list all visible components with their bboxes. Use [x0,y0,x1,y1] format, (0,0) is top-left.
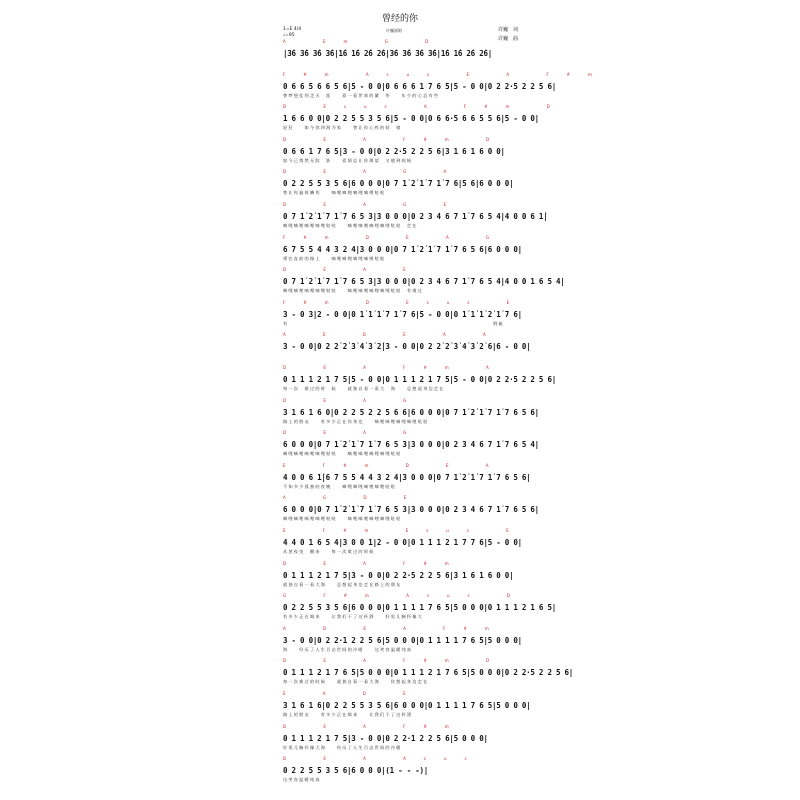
notation-notes: 6 7 5 5 4 4 3 2 4|3 0 0 0|0 7 1̇ 2̇ 1̇ 7 1̇ 7 6 5 6|6 0 0 0| [283,244,522,254]
score-line [283,267,565,294]
notation-notes: 3 - 0 3|2 - 0 0|0 1̇ 1̇ 1̇ 7 1̇ 7 6|5 - 0 0|0 1̇ 1̇ 1̇ 2̇ 1̇ 7 6| [283,309,522,319]
chord-symbols: D E A F#m D [283,658,508,664]
lyric-line: 有多少正在喝来 让我们干了这杯酒 好男儿胸怀像大 [283,614,424,620]
notation-notes: 0 2 2 5 5 3 5 6|6 0 0 0|0 7 1̇ 2̇ 1̇ 7 1̇ 7 6|5 6|6 0 0 0| [283,179,514,189]
chord-symbols: D E A F#m A [283,365,507,370]
lyric-line: 勇往直前的路上 嘀哩嘀哩嘀哩嘀哩哒哒 [283,255,386,261]
notation-notes: |3̇6 3̇6 3̇6 3̇6|1̇6 1̇6 2̇6 2̇6|3̇6 3̇6 3̇6 3̇6|1̇6 1̇6 2̇6 2̇6| [283,49,493,58]
lyric-line: 不知多少孤独的夜晚 嘀哩嘀哩嘀哩嘀哩哒哒 [283,483,397,489]
notation-notes: 0 7 1̇ 2̇ 1̇ 7 1̇ 7 6 5 3|3 0 0 0|0 2 3 4 6 7 1̇ 7 6 5 4|4 0 0 6 1̇| [283,212,548,221]
notation-notes: 0 1 1 1 2 1 7 5|3 - 0 0|0 2 2·5 2 2 5 6|3 1 6 1 6 0 0| [283,570,514,580]
lyric-line: 有 瑕疵 [283,320,504,326]
score-line [283,430,539,457]
lyric-line: 嘀哩嘀哩嘀哩嘀哩哒哒 嘀哩嘀哩嘀哩嘀哩哒哒 [283,451,402,457]
notation-notes: 6 0 0 0|0 7 1̇ 2̇ 1̇ 7 1̇ 7 6 5 3|3 0 0 0|0 2 3 4 6 7 1̇ 7 6 5 6| [283,505,539,515]
lyric-line: 就独自看一看大海 总想起身边走在路上的朋友 [283,581,402,587]
score-line [283,562,519,588]
lyric-line: 这笑容温暖纯真 [283,777,321,783]
score-sheet [276,0,610,800]
notation-notes: 0 7 1̇ 2̇ 1̇ 7 1̇ 7 6 5 3|3 0 0 0|0 2 3 4 6 7 1̇ 7 6 5 4|4 0 0 1 6 5 4| [283,277,565,287]
chord-symbols: D E A G E [283,202,465,207]
chord-symbols: G F#m Asus D [283,593,528,599]
composer: 许巍 曲 [497,36,518,42]
score-line [283,625,522,653]
notation-notes: 4 0 0 6 1̇|6 7 5 5 4 4 3 2 4|3 0 0 0|0 7 1̇ 2̇ 1̇ 7 1̇ 7 6 5 6| [283,472,531,482]
notation-notes: 0 1 1 1 2 1 7 6 5|5 0 0 0|0 1 1 1 2 1 7 6 5|5 0 0 0|0 2 2·5 2 2 5 6| [283,668,574,678]
score-line [283,397,539,425]
chord-symbols: D E A E [283,267,424,273]
chord-symbols: E A D E [283,691,424,696]
score-line [283,234,522,262]
chord-symbols: E F#m Esus E [283,528,527,533]
score-line [283,299,528,327]
notation-notes: 3 1 6 1 6|0 2 2 5 5 3 5 6|6 0 0 0|0 1 1 1 1 7 6 5|5 0 0 0| [283,701,531,710]
score-line [283,170,519,196]
notation-notes: 6 0 0 0|0 7 1̇ 2̇ 1̇ 7 1̇ 7 6 5 3|3 0 0 0|0 2 3 4 6 7 1̇ 7 6 5 4| [283,440,539,450]
chord-symbols: A D E A F#m [283,625,507,631]
notation-notes: 0 2 2 5 5 3 5 6|6 0 0 0|0 1 1 1 1 7 6 5|5 0 0 0|0 1 1 1 2 1 6 5| [283,603,556,613]
notation-notes: 0 2 2 5 5 3 5 6|6 0 0 0|(1 - - -)| [283,766,429,776]
chord-symbols: E F#m D E A [283,462,507,468]
lyric-line: 曾梦想仗剑走天 涯 看一看世界的繁 华 年少的心总有些 [283,92,440,98]
chord-symbols: A Em G D [283,39,447,44]
chord-symbols: A E D E A A [283,332,504,338]
chord-symbols: D E A Asus [283,756,485,762]
chord-symbols: D Esus A F#m D [283,104,568,110]
lyric-line: 路上的朋友 有多少正在你身边 嘀哩嘀哩嘀哩嘀哩哒哒 [283,418,429,424]
score-line [283,495,539,522]
chord-symbols: F#m Asus E A F#m [283,71,610,77]
song-meta [283,27,301,39]
score-line [283,138,519,164]
score-line [283,757,519,783]
lyric-line: 轻狂 如今你四海为家 曾让你心疼的姑 娘 [283,125,402,131]
score-line [283,40,519,66]
singer-note: 许巍演唱 [386,28,402,33]
lyric-line: 从黑夜里 醒来 每一次难过的时候 [283,549,375,554]
notation-notes: 0 6 6 5 6 6 5 6|5 - 0 0|0 6 6 6 1 7 6 5|5 - 0 0|0 2 2·5 2 2 5 6| [283,81,556,91]
lyricist: 许巍 词 [497,27,518,33]
score-line [283,658,574,685]
chord-symbols: D E A G [283,430,425,436]
score-line [283,528,527,555]
lyric-line: 曾让你遍体鳞伤 嘀哩嘀哩嘀哩嘀哩哒哒 [283,190,386,196]
lyric-line: 嘀哩嘀哩嘀哩嘀哩哒哒 嘀哩嘀哩嘀哩嘀哩哒哒 有难过 [283,288,424,294]
time-signature: 4/4 [293,27,302,32]
lyric-line: 如今已悄然无踪 影 爱情总让你渴望 又感到烦恼 [283,157,413,163]
song-title: 曾经的你 [381,14,418,24]
chord-symbols: F#m D E A G [283,234,508,240]
tempo: ♩=95 [283,33,295,38]
score-line [283,593,556,620]
chord-symbols: F#m D Esus E [283,299,528,305]
notation-notes: 3 - 0 0|0 2 2·1 2 2 5 6|5 0 0 0|0 1 1 1 1 7 6 5|5 0 0 0| [283,635,522,645]
lyric-line: 好男儿胸怀像大海 经历了人生百态世间的冷暖 [283,744,402,750]
score-line [283,332,531,359]
notation-notes: 0 6 6 1 7 6 5|3 - 0 0|0 2 2·5 2 2 5 6|3 1 6 1 6 0 0| [283,146,505,156]
chord-symbols: D E A G A [283,169,465,175]
lyric-line: 每一次难过的时候 就独自看一看大海 你想起身边走在 [283,679,429,685]
lyric-line: 嘀哩嘀哩嘀哩嘀哩哒哒 嘀哩嘀哩嘀哩嘀哩哒哒 走在 [283,223,418,228]
key-signature: 1=E [283,27,293,32]
score-line [283,71,610,99]
chord-symbols: D E A G [283,397,425,403]
score-line [283,104,568,131]
lyric-line: 海 经历了人生百态世间的冷暖 这笑容温暖纯真 [283,646,413,652]
chord-symbols: D E A F#m D [283,136,508,142]
lyric-line: 每一次 难过的时 候 就独自看一看大 海 总想起身边走在 [283,386,445,391]
lyric-line: 路上的朋友 有多少正在喝来 让我们干了这杯酒 [283,712,413,717]
notation-notes: 0 1 1 1 2 1 7 5|3 - 0 0|0 2 2·1 2 2 5 6|5 0 0 0| [283,733,488,743]
notation-notes: 4 4 0 1 6 5 4|3 0 0 1|2 - 0 0|0 1 1 1 2 1 7 7 6|5 - 0 0| [283,538,522,547]
notation-notes: 3 1 6 1 6 0|0 2 2 5 2 2 5 6 6|6 0 0 0|0 7 1̇ 2̇ 1̇ 7 1̇ 7 6 5 6| [283,407,539,417]
chord-symbols: A G D E [283,495,425,501]
notation-notes: 1 6 6 0 0|0 2 2 5 5 3 5 6|5 - 0 0|0 6 6·5 6 6 5 5 6|5 - 0 0| [283,114,539,124]
notation-notes: 0 1 1 1 2 1 7 5|5 - 0 0|0 1 1 1 2 1 7 5|5 - 0 0|0 2 2·5 2 2 5 6| [283,375,556,384]
score-line [283,365,556,392]
chord-symbols: D E A F#m [283,723,467,729]
chord-symbols: D E A F#m [283,560,467,566]
score-line [283,691,531,718]
notation-notes: 3 - 0 0|0 2 2̇ 2̇ 3̇ 4̇ 3̇ 2̇|3 - 0 0|0 2 2̇ 2̇ 3̇ 4̇ 3̇ 2̇ 6|6 - 0 0| [283,342,531,352]
score-line [283,725,519,751]
score-line [283,202,548,229]
score-line [283,462,531,490]
lyric-line: 嘀哩嘀哩嘀哩嘀哩哒哒 嘀哩嘀哩嘀哩嘀哩哒哒 [283,516,402,522]
